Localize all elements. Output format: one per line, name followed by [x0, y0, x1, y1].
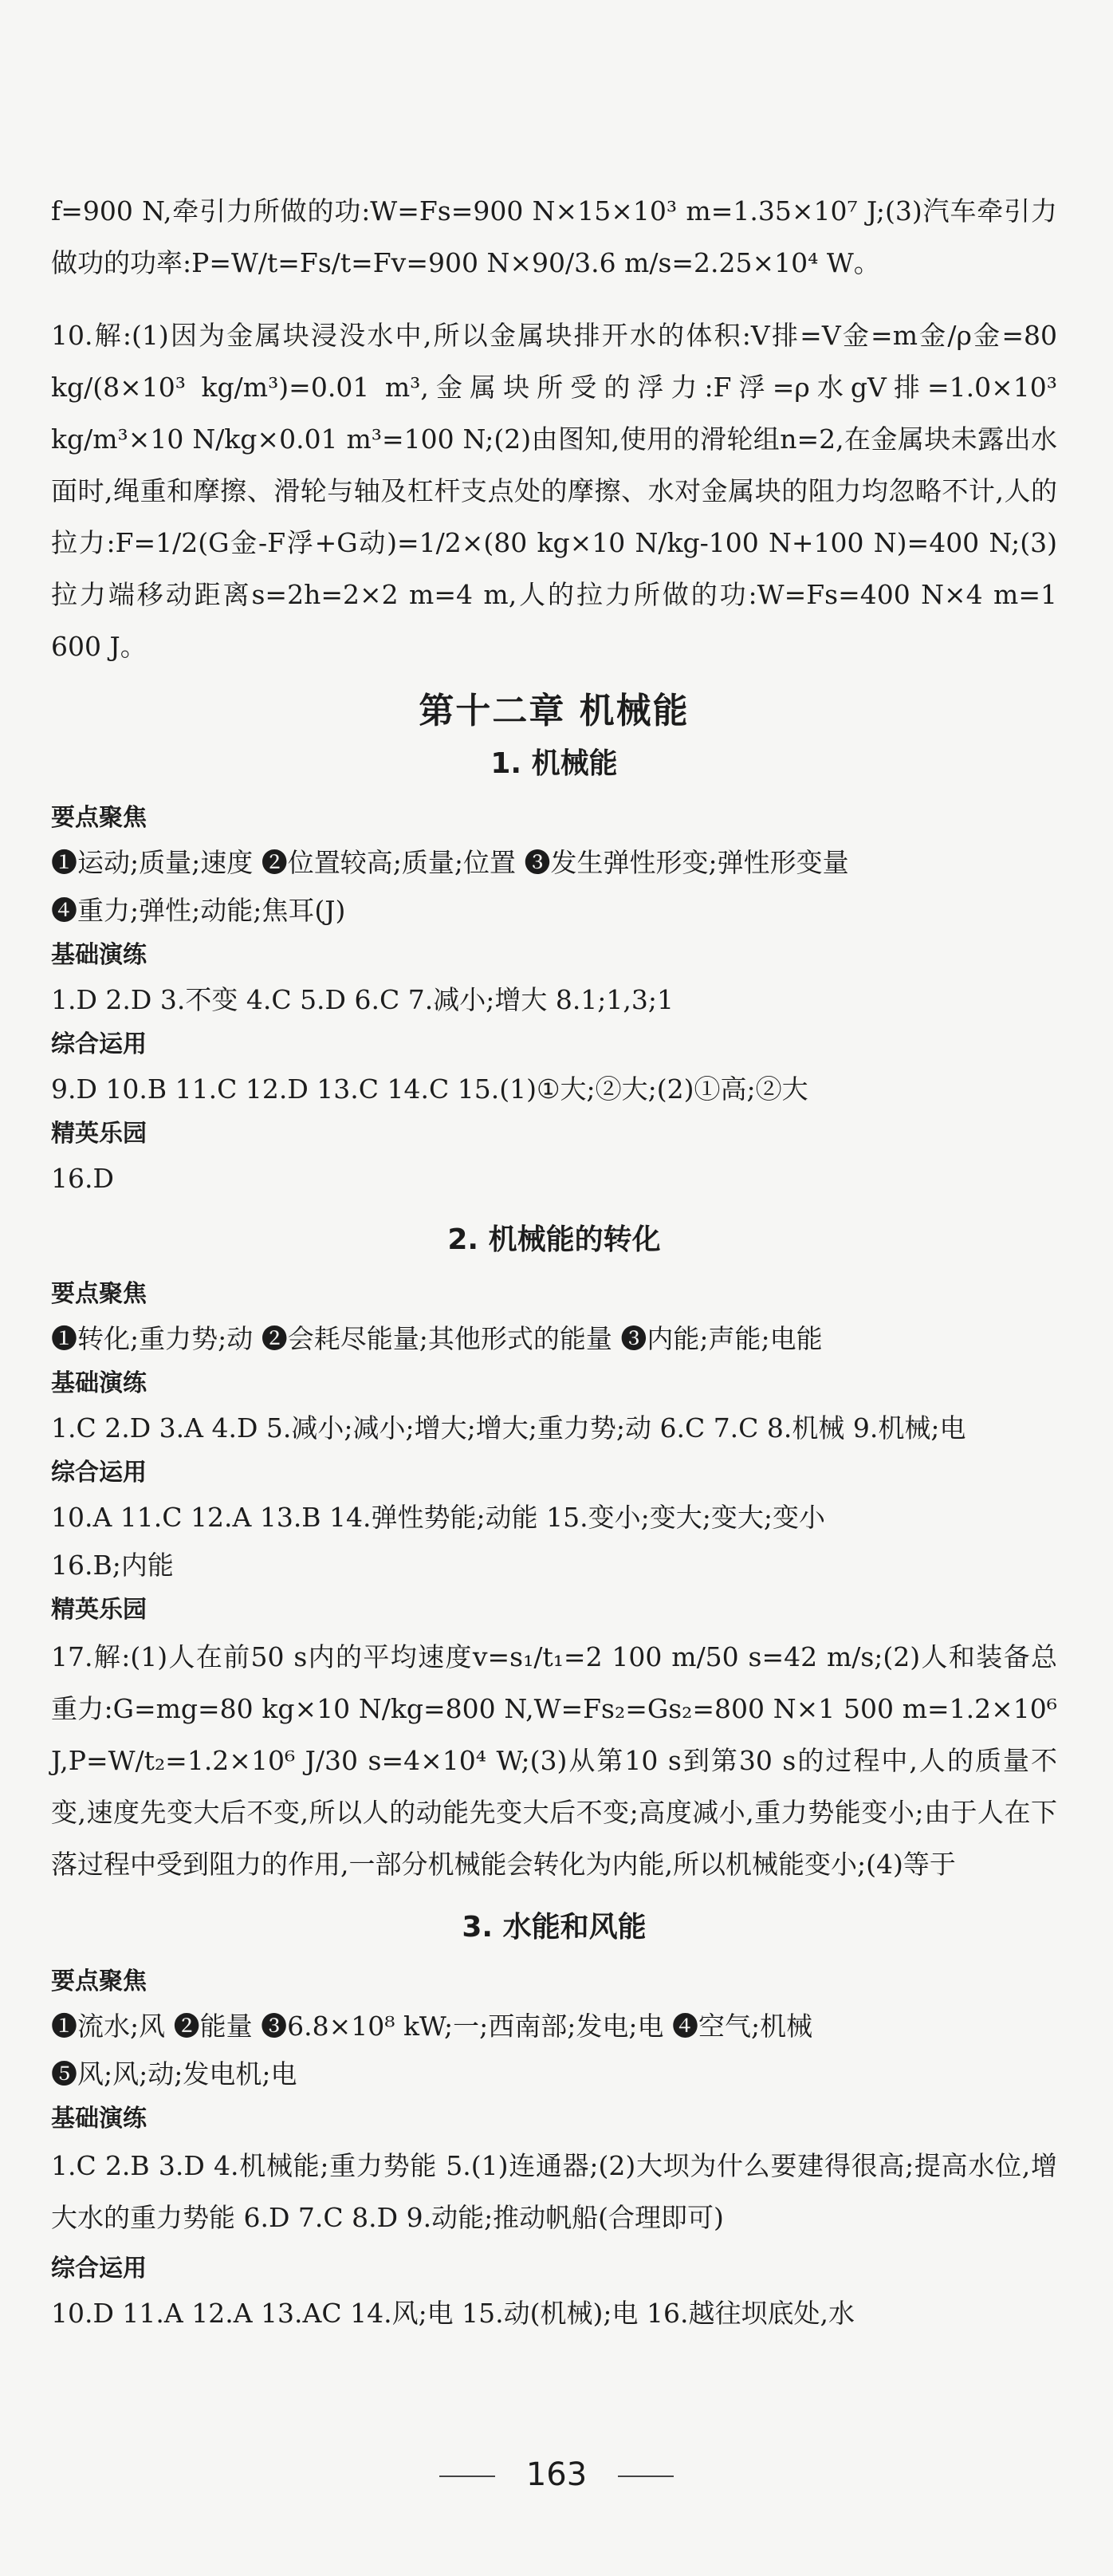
- section-1-title: 1. 机械能: [490, 747, 618, 780]
- section-1-heading-comprehensive: 综合运用: [51, 1030, 147, 1058]
- answer-content: [51, 185, 1057, 2338]
- section-3-heading-comprehensive: 综合运用: [51, 2255, 147, 2283]
- section-1-elite-answers: 16.D: [51, 1163, 114, 1194]
- answer-9-continuation: f=900 N,牵引力所做的功:W=Fs=900 N×15×10³ m=1.35×10⁷ J;(3)汽车牵引力做功的功率:P=W/t=Fs/t=Fv=900 N×90/3.6 m/s=2.25×10⁴ W。: [51, 195, 1057, 278]
- section-2-heading-key-points: 要点聚焦: [51, 1280, 147, 1308]
- section-2-heading-basic: 基础演练: [51, 1369, 147, 1397]
- section-3-comprehensive-answers: 10.D 11.A 12.A 13.AC 14.风;电 15.动(机械);电 16.越往坝底处,水: [51, 2298, 855, 2329]
- page-number: 163: [525, 2456, 588, 2493]
- section-2-heading-elite: 精英乐园: [51, 1596, 147, 1624]
- page-footer: [0, 2456, 1113, 2493]
- section-1-heading-elite: 精英乐园: [51, 1120, 147, 1148]
- section-3-basic-answers: 1.C 2.B 3.D 4.机械能;重力势能 5.(1)连通器;(2)大坝为什么要建得很高;提高水位,增大水的重力势能 6.D 7.C 8.D 9.动能;推动帆船(合理即可): [51, 2150, 1057, 2233]
- section-2-comprehensive-answers-1: 10.A 11.C 12.A 13.B 14.弹性势能;动能 15.变小;变大;变大;变小: [51, 1502, 825, 1533]
- section-3-heading-key-points: 要点聚焦: [51, 1967, 147, 1995]
- answer-10: 10.解:(1)因为金属块浸没水中,所以金属块排开水的体积:V排=V金=m金/ρ金=80 kg/(8×10³ kg/m³)=0.01 m³,金属块所受的浮力:F浮=ρ水gV排=1.0×10³ kg/m³×10 N/kg×0.01 m³=100 N;(2)由图知,使用的滑轮组n=2,在金属块未露出水面时,绳重和摩擦、滑轮与轴及杠杆支点处的摩擦、水对金属块的阻力均忽略不计,人的拉力:F=1/2(G金-F浮+G动)=1/2×(80 kg×10 N/kg-100 N+100 N)=400 N;(3)拉力端移动距离s=2h=2×2 m=4 m,人的拉力所做的功:W=Fs=400 N×4 m=1 600 J。: [51, 320, 1057, 662]
- section-3-key-points-line-2: ❺风;风;动;发电机;电: [51, 2058, 297, 2090]
- footer-left-rule: [439, 2476, 495, 2477]
- section-2-basic-answers: 1.C 2.D 3.A 4.D 5.减小;减小;增大;增大;重力势;动 6.C 7.C 8.机械 9.机械;电: [51, 1412, 966, 1444]
- section-1-heading-basic: 基础演练: [51, 941, 147, 969]
- section-3-key-points-line-1: ❶流水;风 ❷能量 ❸6.8×10⁸ kW;一;西南部;发电;电 ❹空气;机械: [51, 2011, 813, 2042]
- section-3-heading-basic: 基础演练: [51, 2105, 147, 2133]
- footer-right-rule: [618, 2476, 674, 2477]
- section-2-comprehensive-answers-2: 16.B;内能: [51, 1550, 174, 1581]
- section-2-key-points-line-1: ❶转化;重力势;动 ❷会耗尽能量;其他形式的能量 ❸内能;声能;电能: [51, 1323, 823, 1354]
- section-1-basic-answers: 1.D 2.D 3.不变 4.C 5.D 6.C 7.减小;增大 8.1;1,3;1: [51, 984, 674, 1015]
- section-1-key-points-line-2: ❹重力;弹性;动能;焦耳(J): [51, 895, 346, 926]
- section-2-title: 2. 机械能的转化: [447, 1223, 661, 1256]
- section-2-elite-answer-17: 17.解:(1)人在前50 s内的平均速度v=s₁/t₁=2 100 m/50 s=42 m/s;(2)人和装备总重力:G=mg=80 kg×10 N/kg=800 N,W=Fs₂=Gs₂=800 N×1 500 m=1.2×10⁶ J,P=W/t₂=1.2×10⁶ J/30 s=4×10⁴ W;(3)从第10 s到第30 s的过程中,人的质量不变,速度先变大后不变,所以人的动能先变大后不变;高度减小,重力势能变小;由于人在下落过程中受到阻力的作用,一部分机械能会转化为内能,所以机械能变小;(4)等于: [51, 1641, 1057, 1880]
- section-3-title: 3. 水能和风能: [462, 1911, 647, 1944]
- section-1-key-points-line-1: ❶运动;质量;速度 ❷位置较高;质量;位置 ❸发生弹性形变;弹性形变量: [51, 847, 849, 878]
- chapter-title: 第十二章 机械能: [419, 691, 690, 731]
- section-2-heading-comprehensive: 综合运用: [51, 1459, 147, 1487]
- section-1-comprehensive-answers: 9.D 10.B 11.C 12.D 13.C 14.C 15.(1)①大;②大;(2)①高;②大: [51, 1073, 808, 1105]
- section-1-heading-key-points: 要点聚焦: [51, 804, 147, 832]
